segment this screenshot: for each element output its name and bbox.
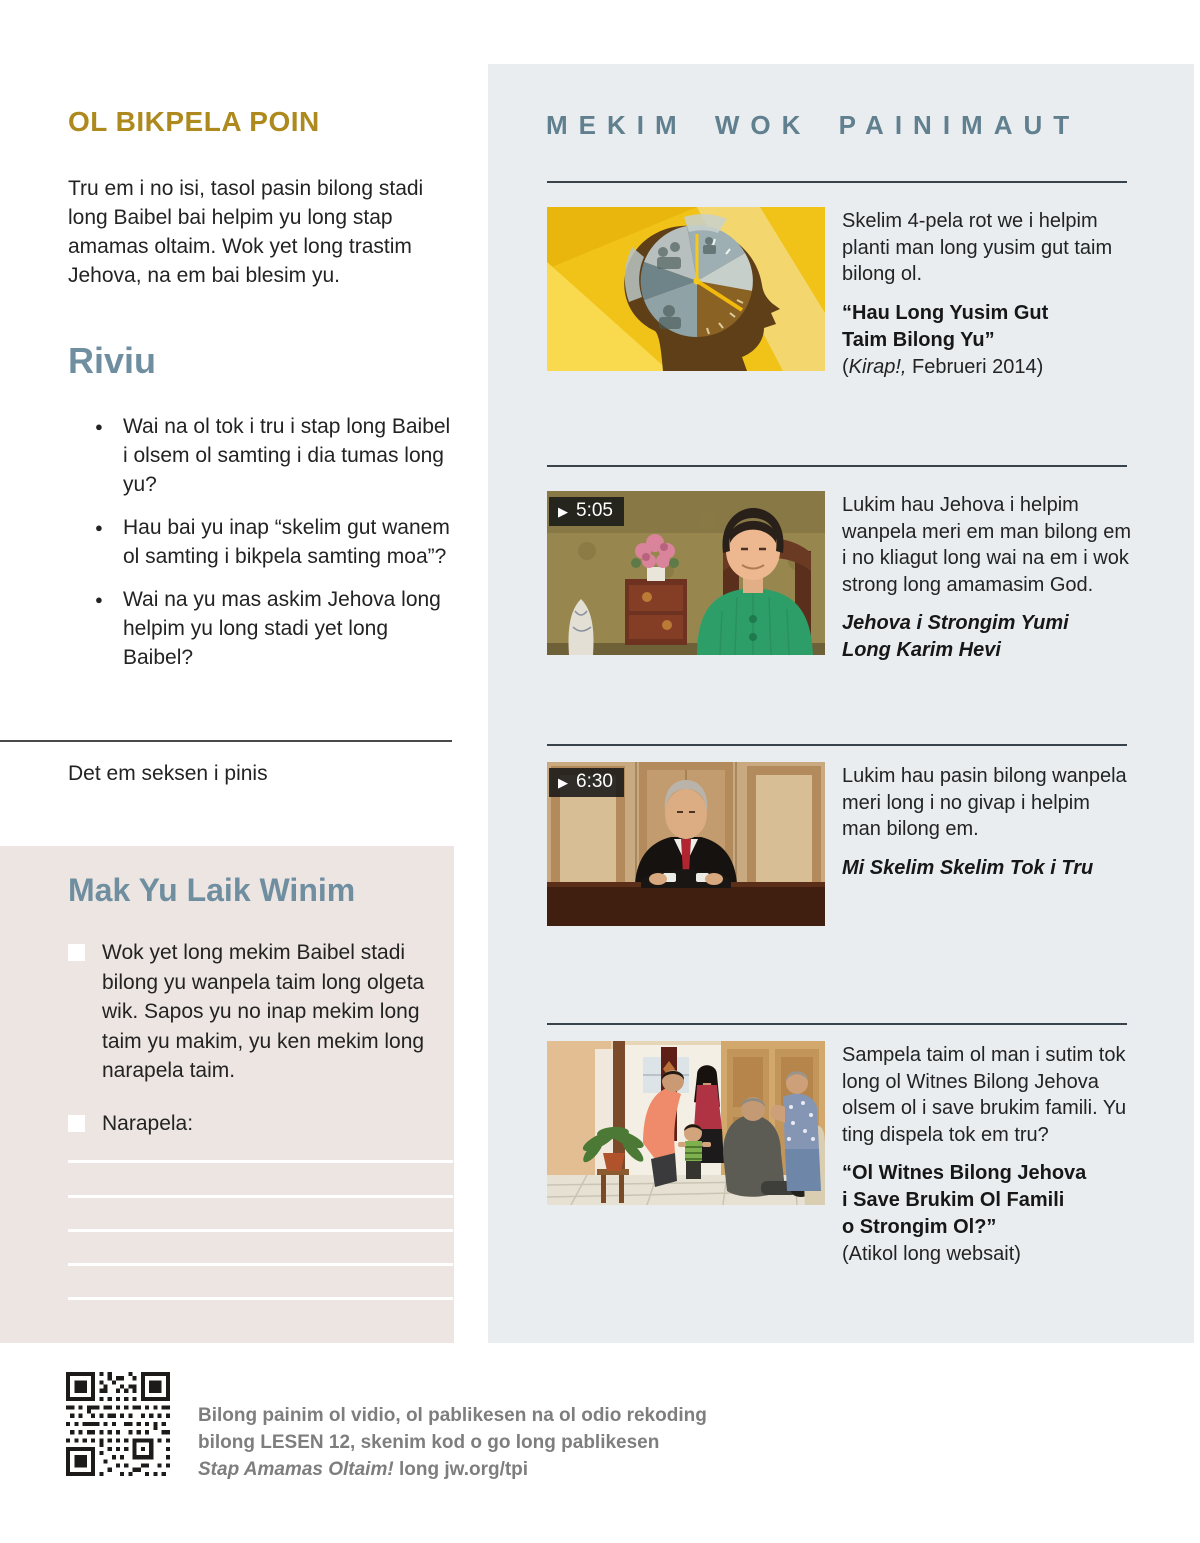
review-question: Hau bai yu inap “skelim gut wanem ol samting i bikpela samting moa”? — [123, 516, 450, 568]
play-icon: ▶ — [558, 503, 568, 519]
media-item-text — [842, 491, 1134, 664]
media-item — [547, 1041, 1189, 1268]
bullet-icon: ● — [95, 419, 103, 434]
review-question: Wai na ol tok i tru i stap long Baibel i olsem ol samting i dia tumas long yu? — [123, 415, 451, 496]
bullet-icon: ● — [95, 592, 103, 607]
review-question-item — [95, 513, 460, 571]
qr-code — [66, 1372, 170, 1476]
qr-caption-line: bilong LESEN 12, skenim kod o go long pablikesen — [198, 1432, 660, 1453]
media-item — [547, 762, 1189, 926]
item-title: Jehova i Strongim Yumi Long Karim Hevi — [842, 612, 1069, 661]
intro-paragraph: Tru em i no isi, tasol pasin bilong stadi long Baibel bai helpim yu long stap amamas oltaim. Wok yet long trastim Jehova, na em bai blesim yu. — [68, 177, 424, 287]
writing-line[interactable] — [68, 1229, 453, 1232]
section-divider — [0, 740, 452, 742]
section-end-note: Det em seksen i pinis — [68, 762, 268, 785]
video-duration-badge — [549, 497, 624, 526]
video-duration: 5:05 — [576, 500, 613, 521]
review-question-list — [68, 412, 460, 672]
writing-line[interactable] — [68, 1195, 453, 1198]
media-item — [547, 207, 1189, 381]
bullet-icon: ● — [95, 520, 103, 535]
item-divider — [547, 1023, 1127, 1025]
video-duration-badge — [549, 768, 624, 797]
review-question: Wai na yu mas askim Jehova long helpim yu long stadi yet long Baibel? — [123, 588, 441, 669]
goal-text: Wok yet long mekim Baibel stadi bilong yu wanpela taim long olgeta wik. Sapos yu no inap mekim long taim yu makim, yu ken mekim long narapela taim. — [102, 941, 425, 1082]
goal-checkbox-item — [68, 938, 448, 1086]
item-source: (Atikol long websait) — [842, 1243, 1021, 1265]
item-description: Lukim hau Jehova i helpim wanpela meri em man bilong em i no kliagut long wai na em i wok strong long amamasim God. — [842, 494, 1132, 596]
media-item-text — [842, 762, 1134, 926]
item-title: “Hau Long Yusim Gut Taim Bilong Yu” — [842, 301, 1049, 351]
review-question-item — [95, 585, 460, 672]
writing-line[interactable] — [68, 1263, 453, 1266]
checkbox[interactable] — [68, 944, 85, 961]
goal-checkbox-item — [68, 1109, 448, 1139]
page-title: OL BIKPELA POIN — [68, 106, 320, 137]
left-column — [68, 106, 460, 686]
item-source: (Kirap!, Februeri 2014) — [842, 355, 1044, 378]
goal-text: Narapela: — [102, 1112, 194, 1135]
qr-caption-line — [198, 1456, 707, 1483]
publication-title: Stap Amamas Oltaim! — [198, 1459, 394, 1480]
review-heading: Riviu — [68, 340, 157, 381]
media-item-text — [842, 207, 1134, 381]
goals-box — [0, 846, 454, 1343]
family-greeting-photo — [547, 1041, 825, 1205]
review-question-item — [95, 412, 460, 499]
item-divider — [547, 744, 1127, 746]
item-description: Skelim 4-pela rot we i helpim planti man long yusim gut taim bilong ol. — [842, 210, 1113, 285]
qr-caption-line: Bilong painim ol vidio, ol pablikesen na ol odio rekoding — [198, 1405, 707, 1426]
dig-deeper-panel — [488, 64, 1194, 1343]
item-divider — [547, 465, 1127, 467]
qr-caption — [198, 1402, 707, 1483]
goals-heading: Mak Yu Laik Winim — [68, 872, 356, 908]
item-title: “Ol Witnes Bilong Jehova i Save Brukim Ol Famili o Strongim Ol?” — [842, 1162, 1087, 1238]
video-thumbnail-man-at-desk[interactable] — [547, 762, 825, 926]
item-title: Mi Skelim Skelim Tok i Tru — [842, 856, 1094, 879]
video-thumbnail-woman-green-jacket[interactable] — [547, 491, 825, 655]
item-description: Sampela taim ol man i sutim tok long ol Witnes Bilong Jehova olsem ol i save brukim famili. Yu ting dispela tok em tru? — [842, 1044, 1127, 1146]
media-item-text — [842, 1041, 1134, 1268]
item-divider — [547, 181, 1127, 183]
checkbox[interactable] — [68, 1115, 85, 1132]
time-management-illustration — [547, 207, 825, 371]
writing-line[interactable] — [68, 1297, 453, 1300]
play-icon: ▶ — [558, 774, 568, 790]
video-duration: 6:30 — [576, 771, 613, 792]
qr-caption-url: long jw.org/tpi — [393, 1459, 529, 1480]
panel-heading: MEKIM WOK PAINIMAUT — [546, 110, 1081, 140]
media-item — [547, 491, 1189, 664]
item-description: Lukim hau pasin bilong wanpela meri long i no givap i helpim man bilong em. — [842, 765, 1127, 840]
writing-line[interactable] — [68, 1160, 453, 1163]
